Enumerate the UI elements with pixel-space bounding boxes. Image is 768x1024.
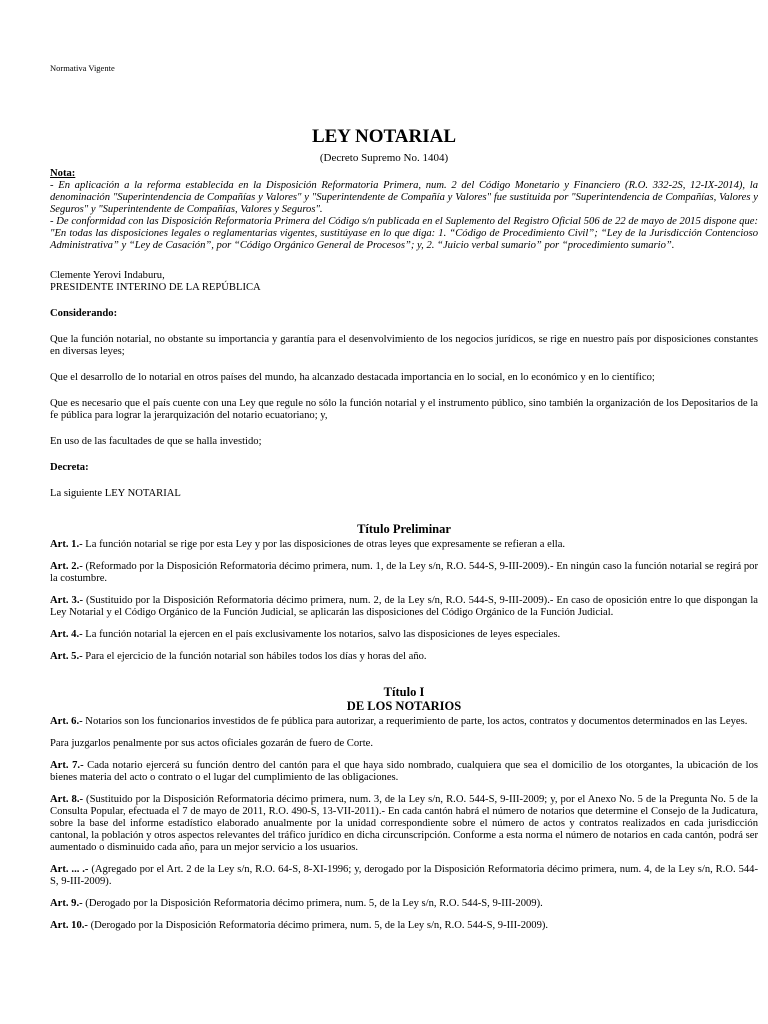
article [50,920,758,932]
article-number: Art. 4.- [50,629,83,640]
article [50,760,758,784]
article-text: Para el ejercicio de la función notarial son hábiles todos los días y horas del año. [82,651,427,662]
article [50,864,758,888]
article [50,595,758,619]
article-text: Notarios son los funcionarios investidos de fe pública para autorizar, a requerimiento de parte, los actos, contratos y documentos determinados en las Leyes. [82,716,748,727]
article [50,629,758,641]
article-number: Art. 1.- [50,539,83,550]
article-number: Art. 6.- [50,716,83,727]
titulo-i-subheading: DE LOS NOTARIOS [346,699,462,713]
article-number: Art. 2.- [50,561,83,572]
document-subtitle: (Decreto Supremo No. 1404) [319,152,449,164]
signatory-name: Clemente Yerovi Indaburu, [50,270,165,281]
article-text: Cada notario ejercerá su función dentro del cantón para el que haya sido nombrado, cualquiera que sea el domicilio de los otorgantes, la ubicación de los bienes materia del acto o contrato o el lugar del cumplimiento de las obligaciones. [50,760,758,783]
article-number: Art. 10.- [50,920,88,931]
titulo-preliminar-heading: Título Preliminar [357,522,451,536]
titulo-i-heading: Título I [383,685,425,699]
signatory-role: PRESIDENTE INTERINO DE LA REPÚBLICA [50,282,261,293]
article-text: (Reformado por la Disposición Reformatoria décimo primera, num. 1, de la Ley s/n, R.O. 544-S, 9-III-2009).- En ningún caso la función notarial se regirá por la costumbre. [50,561,758,584]
article-text: (Derogado por la Disposición Reformatoria décimo primera, num. 5, de la Ley s/n, R.O. 544-S, 9-III-2009). [82,898,543,909]
considerando-heading: Considerando: [50,308,118,319]
nota-item: - En aplicación a la reforma establecida en la Disposición Reformatoria Primera, num. 2 del Código Monetario y Financiero (R.O. 332-2S, 12-IX-2014), la denominación "Superintendencia de Compañías y Valores" y "Superintendente de Compañía y Valores" fue sustituida por "Superintendencia de Compañías, Valores y Seguros" y "Superintendente de Compañías, Valores y Seguros". [50,180,758,215]
header-label: Normativa Vigente [50,63,115,73]
article-number: Art. ... .- [50,864,89,875]
considerando-paragraph: En uso de las facultades de que se halla investido; [50,436,262,447]
article-text: La función notarial la ejercen en el país exclusivamente los notarios, salvo las disposiciones de leyes especiales. [82,629,561,640]
article-number: Art. 9.- [50,898,83,909]
nota-item: - De conformidad con las Disposición Reformatoria Primera del Código s/n publicada en el Suplemento del Registro Oficial 506 de 22 de mayo de 2015 dispone que: "En todas las disposiciones legales o reglamentarias vigentes, sustitúyase en lo que diga: 1. “Código de Procedimiento Civil”; “Ley de la Jurisdicción Contencioso Administrativa” y “Ley de Casación”, por “Código Orgánico General de Procesos”; y, 2. “Juicio verbal sumario” por “procedimiento sumario”. [50,216,758,251]
article [50,898,758,910]
article-text: La función notarial se rige por esta Ley y por las disposiciones de otras leyes que expresamente se refieran a ella. [82,539,566,550]
article [50,561,758,585]
article-text: (Agregado por el Art. 2 de la Ley s/n, R.O. 64-S, 8-XI-1996; y, derogado por la Disposición Reformatoria décimo primera, num. 4, de la Ley s/n, R.O. 544-S, 9-III-2009). [50,864,759,887]
article [50,539,758,551]
article-paragraph: Para juzgarlos penalmente por sus actos oficiales gozarán de fuero de Corte. [50,738,373,749]
article [50,794,758,854]
document-title: LEY NOTARIAL [311,126,457,147]
article-number: Art. 8.- [50,794,84,805]
article [50,716,758,728]
decreta-heading: Decreta: [50,462,89,473]
article-number: Art. 5.- [50,651,83,662]
article-number: Art. 7.- [50,760,84,771]
article [50,651,758,663]
considerando-paragraph: Que el desarrollo de lo notarial en otros países del mundo, ha alcanzado destacada importancia en lo social, en lo económico y en lo científico; [50,372,655,383]
decreta-text: La siguiente LEY NOTARIAL [50,488,181,499]
article-text: (Derogado por la Disposición Reformatoria décimo primera, num. 5, de la Ley s/n, R.O. 544-S, 9-III-2009). [87,920,549,931]
article-text: (Sustituido por la Disposición Reformatoria décimo primera, num. 2, de la Ley s/n, R.O. 544-S, 9-III-2009).- En caso de oposición entre lo que dispongan la Ley Notarial y el Código Orgánico de la Función Judicial, se aplicarán las disposiciones del Código Orgánico de la Función Judicial. [50,595,758,618]
nota-heading: Nota: [50,168,76,179]
considerando-paragraph: Que la función notarial, no obstante su importancia y garantía para el desenvolvimiento de los negocios jurídicos, se rige en nuestro país por disposiciones constantes en diversas leyes; [50,334,758,357]
article-text: (Sustituido por la Disposición Reformatoria décimo primera, num. 3, de la Ley s/n, R.O. 544-S, 9-III-2009; y, por el Anexo No. 5 de la Pregunta No. 5 de la Consulta Popular, efectuada el 7 de mayo de 2011, R.O. 490-S, 13-VII-2011).- En cada cantón habrá el número de notarios que determine el Consejo de la Judicatura, sobre la base del informe estadístico elaborado anualmente por la unidad correspondiente sobre el número de actos y contratos realizados en cada jurisdicción cantonal, la población y otros aspectos relevantes del tráfico jurídico en dicha circunscripción. Conforme a esta norma el número de notarios en cada cantón, podrá ser aumentado o disminuido cada año, para un mejor servicio a los usuarios. [50,794,758,853]
document-body [50,168,758,932]
considerando-paragraph: Que es necesario que el país cuente con una Ley que regule no sólo la función notarial y el instrumento público, sino también la organización de los Depositarios de la fe pública para lograr la jerarquización del notario ecuatoriano; y, [50,398,758,421]
nota-block [50,168,758,252]
article-number: Art. 3.- [50,595,83,606]
